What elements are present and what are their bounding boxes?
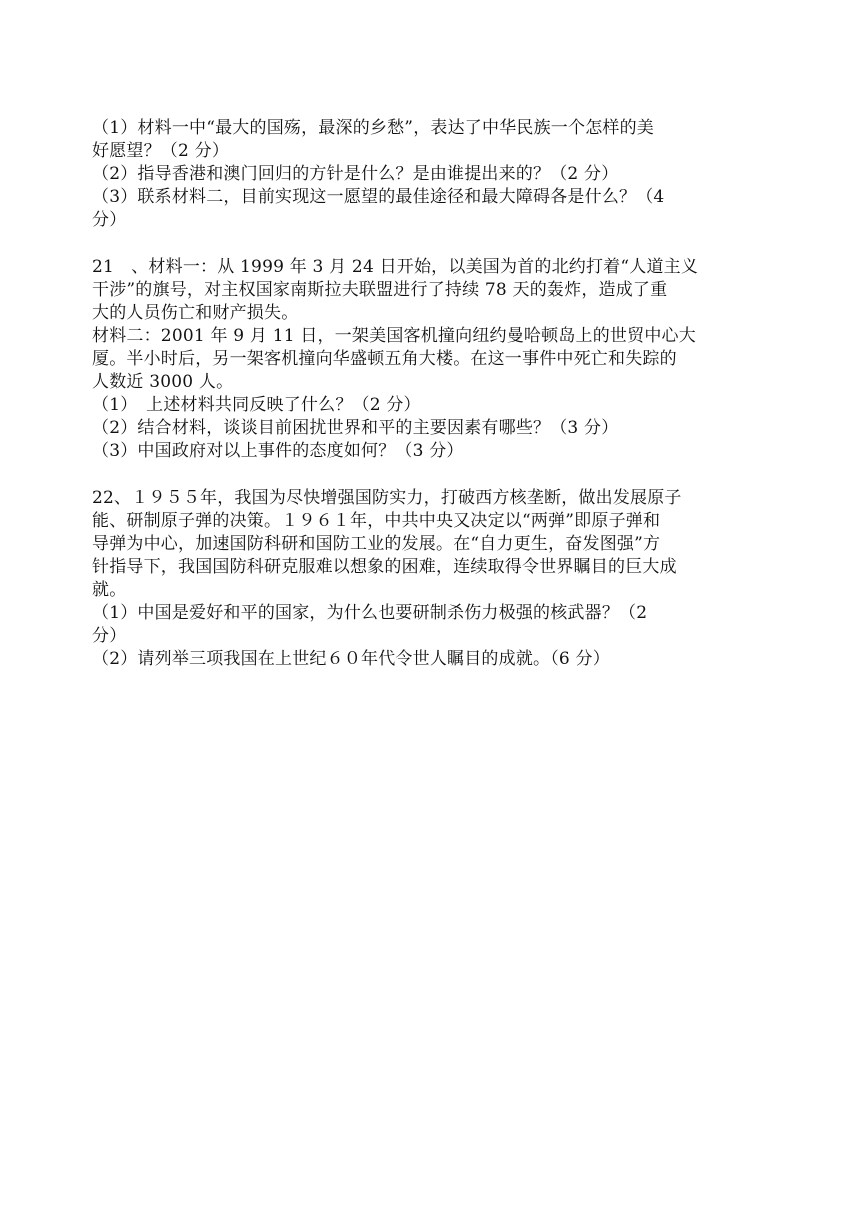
paragraph-22-line-1: 22、１９５５年，我国为尽快增强国防实力，打破西方核垄断，做出发展原子 bbox=[92, 488, 682, 508]
paragraph-22-line-2: 能、研制原子弹的决策。１９６１年，中共中央又决定以“两弹”即原子弹和 bbox=[92, 511, 661, 531]
material-21-2-line-2: 厦。半小时后，另一架客机撞向华盛顿五角大楼。在这一事件中死亡和失踪的 bbox=[92, 349, 677, 369]
material-21-1-line-2: 干涉”的旗号，对主权国家南斯拉夫联盟进行了持续 78 天的轰炸，造成了重 bbox=[92, 280, 668, 300]
question-21-1: （1） 上述材料共同反映了什么？（2 分） bbox=[92, 395, 421, 415]
paragraph-22-line-5: 就。 bbox=[92, 580, 127, 600]
question-21-3: （3）中国政府对以上事件的态度如何？（3 分） bbox=[92, 441, 464, 461]
question-22-2: （2）请列举三项我国在上世纪６０年代令世人瞩目的成就。（6 分） bbox=[92, 649, 610, 669]
question-20-2: （2）指导香港和澳门回归的方针是什么？是由谁提出来的？（2 分） bbox=[92, 164, 619, 184]
question-22-1-line-1: （1）中国是爱好和平的国家，为什么也要研制杀伤力极强的核武器？（2 bbox=[92, 603, 648, 623]
paragraph-22-line-4: 针指导下，我国国防科研克服难以想象的困难，连续取得令世界瞩目的巨大成 bbox=[92, 557, 677, 577]
question-20-3-line-1: （3）联系材料二，目前实现这一愿望的最佳途径和最大障碍各是什么？（4 bbox=[92, 187, 665, 207]
section-21 bbox=[92, 256, 782, 463]
material-21-2-line-3: 人数近 3000 人。 bbox=[92, 372, 234, 392]
material-21-2-line-1: 材料二：2001 年 9 月 11 日，一架美国客机撞向纽约曼哈顿岛上的世贸中心大 bbox=[92, 326, 696, 346]
question-20-1-line-1: （1）材料一中“最大的国殇，最深的乡愁”，表达了中华民族一个怎样的美 bbox=[92, 118, 654, 138]
section-20-questions bbox=[92, 117, 782, 232]
question-21-2: （2）结合材料，谈谈目前困扰世界和平的主要因素有哪些？（3 分） bbox=[92, 418, 619, 438]
spacer bbox=[92, 463, 782, 487]
question-20-1-line-2: 好愿望？（2 分） bbox=[92, 141, 230, 161]
question-22-1-line-2: 分） bbox=[92, 626, 127, 646]
section-22 bbox=[92, 487, 782, 671]
material-21-1-line-1: 21 、材料一：从 1999 年 3 月 24 日开始，以美国为首的北约打着“人道主义 bbox=[92, 257, 699, 277]
paragraph-22-line-3: 导弹为中心，加速国防科研和国防工业的发展。在“自力更生，奋发图强”方 bbox=[92, 534, 661, 554]
document-page bbox=[92, 117, 782, 671]
spacer bbox=[92, 232, 782, 256]
material-21-1-line-3: 大的人员伤亡和财产损失。 bbox=[92, 303, 299, 323]
question-20-3-line-2: 分） bbox=[92, 210, 127, 230]
